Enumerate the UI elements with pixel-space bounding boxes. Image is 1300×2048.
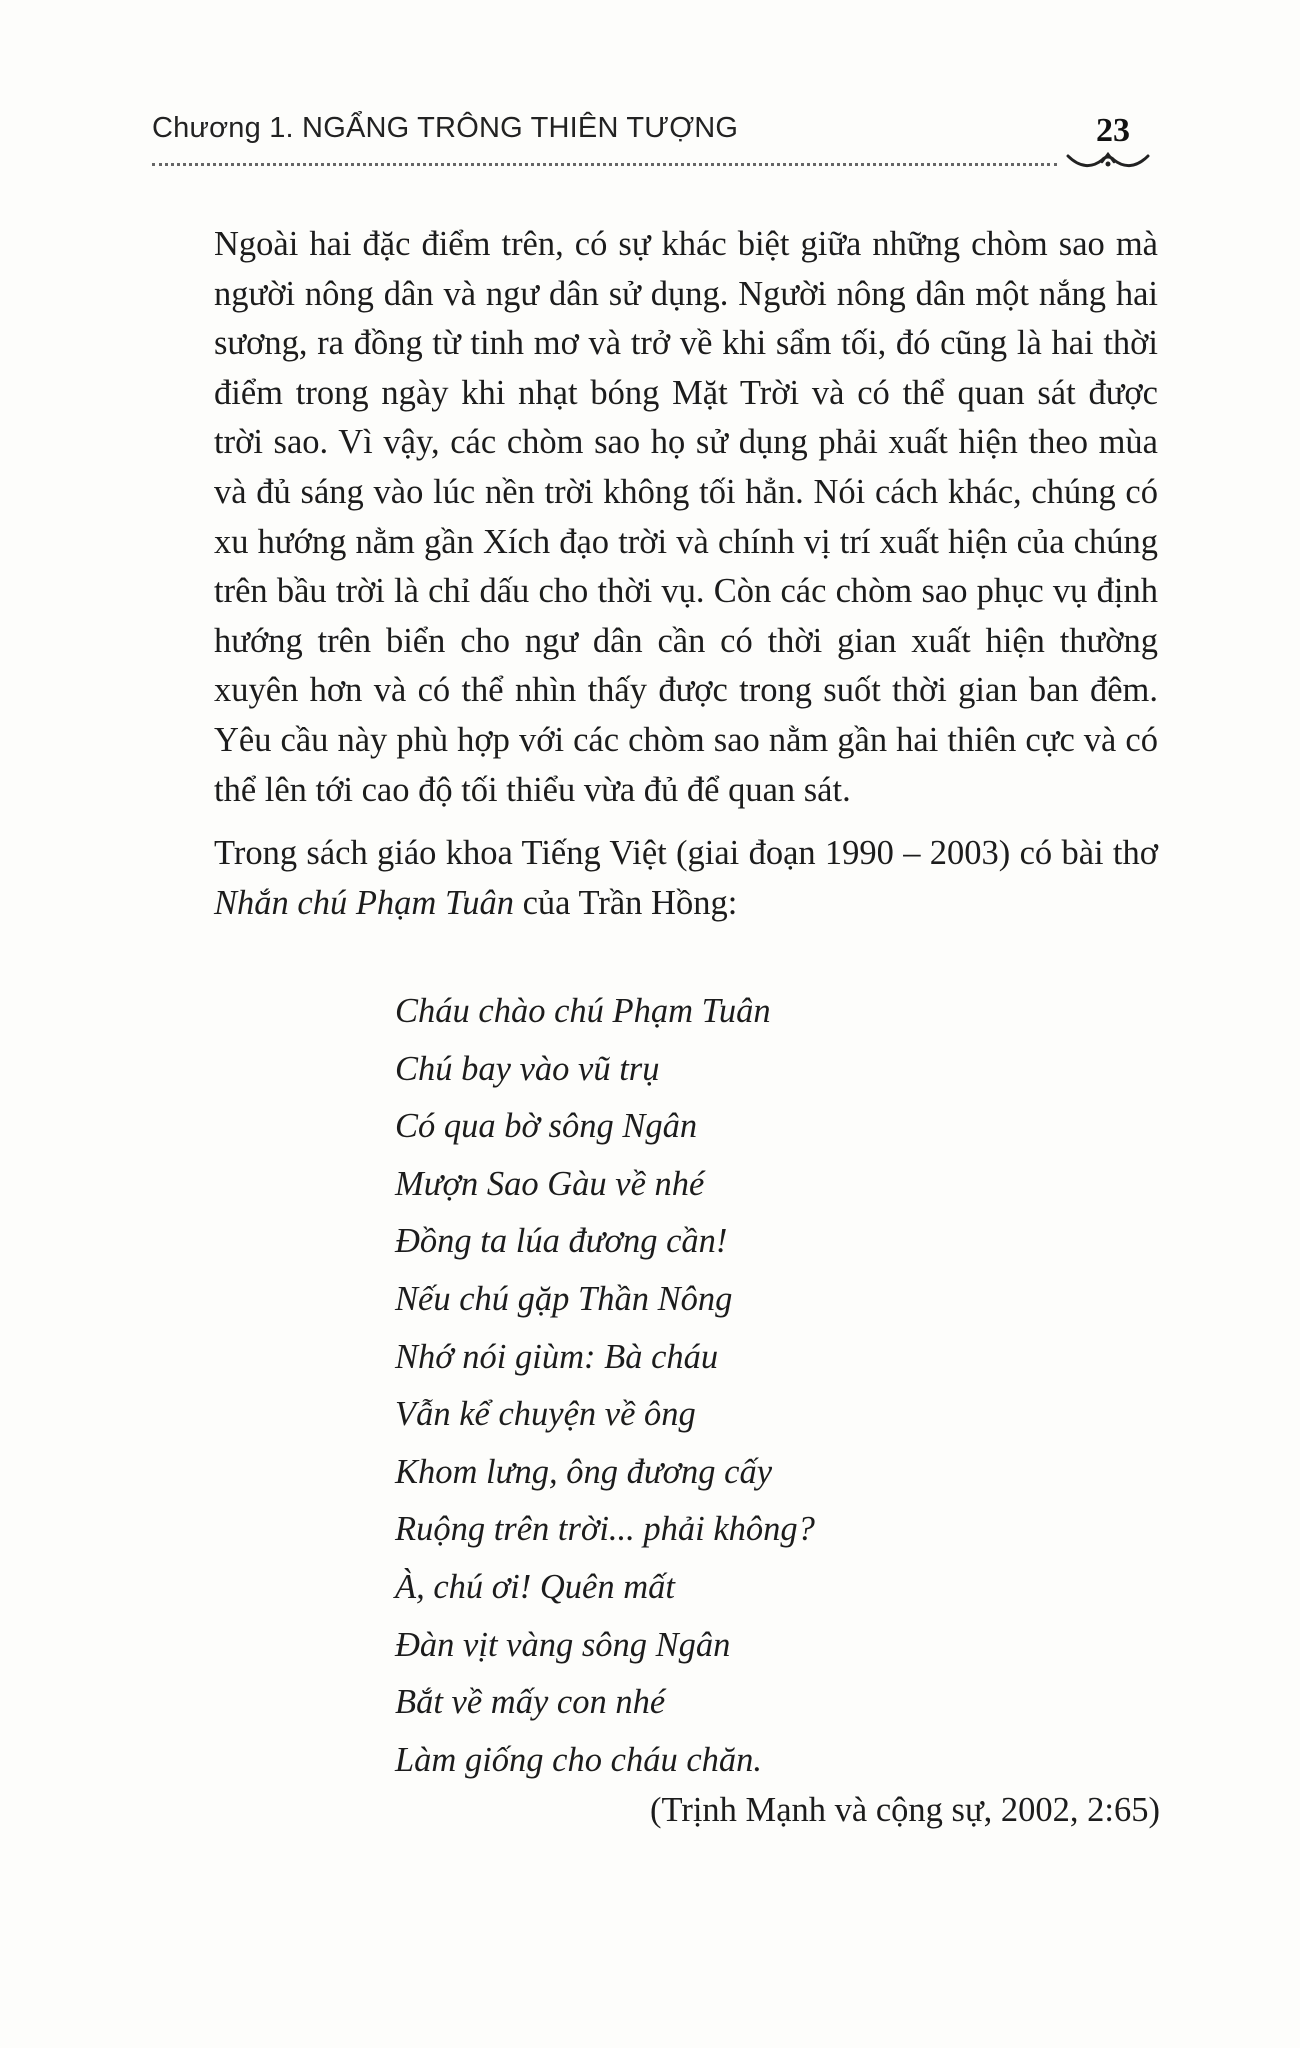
poem-line: Ruộng trên trời... phải không? [395,1510,815,1549]
poem-title: Nhắn chú Phạm Tuân [214,883,514,922]
page-number: 23 [1096,112,1130,149]
flourish-ornament-icon [1066,150,1150,172]
poem-line: Bắt về mấy con nhé [395,1683,666,1722]
poem [395,983,815,1789]
poem-citation: (Trịnh Mạnh và cộng sự, 2002, 2:65) [650,1791,1160,1829]
poem-line: Vẫn kể chuyện về ông [395,1395,696,1434]
poem-line: À, chú ơi! Quên mất [395,1567,675,1606]
paragraph-2-tail: của Trần Hồng: [513,883,738,922]
poem-line: Chú bay vào vũ trụ [395,1049,660,1088]
poem-line: Đồng ta lúa đương cần! [395,1222,728,1261]
poem-line: Nếu chú gặp Thần Nông [395,1279,733,1318]
poem-line: Có qua bờ sông Ngân [395,1107,698,1146]
paragraph-2 [214,829,1158,928]
poem-line: Cháu chào chú Phạm Tuân [395,992,771,1030]
paragraph-1-text: Ngoài hai đặc điểm trên, có sự khác biệt giữa những chòm sao mà người nông dân và ngư dân sử dụng. Người nông dân một nắng hai sương, ra đồng từ tinh mơ và trở về khi sẩm tối, đó cũng là hai thời điểm trong ngày khi nhạt bóng Mặt Trời và có thể quan sát được trời sao. Vì vậy, các chòm sao họ sử dụng phải xuất hiện theo mùa và đủ sáng vào lúc nền trời không tối hẳn. Nói cách khác, chúng có xu hướng nằm gần Xích đạo trời và chính vị trí xuất hiện của chúng trên bầu trời là chỉ dấu cho thời vụ. Còn các chòm sao phục vụ định hướng trên biển cho ngư dân cần có thời gian xuất hiện thường xuyên hơn và có thể nhìn thấy được trong suốt thời gian ban đêm. Yêu cầu này phù hợp với các chòm sao nằm gần hai thiên cực và có thể lên tới cao độ tối thiểu vừa đủ để quan sát. [214,225,1158,809]
paragraph-1 [214,220,1158,815]
poem-line: Khom lưng, ông đương cấy [395,1452,773,1491]
poem-line: Làm giống cho cháu chăn. [395,1740,763,1779]
poem-line: Đàn vịt vàng sông Ngân [395,1625,731,1664]
poem-line: Nhớ nói giùm: Bà cháu [395,1337,719,1376]
poem-line: Mượn Sao Gàu về nhé [395,1164,705,1203]
paragraph-2-lead: Trong sách giáo khoa Tiếng Việt (giai đoạn 1990 – 2003) có bài thơ [214,834,1158,873]
running-head-chapter-title: Chương 1. NGẨNG TRÔNG THIÊN TƯỢNG [152,112,739,144]
header-dotted-rule [152,163,1057,166]
main-text-block [214,220,1158,928]
